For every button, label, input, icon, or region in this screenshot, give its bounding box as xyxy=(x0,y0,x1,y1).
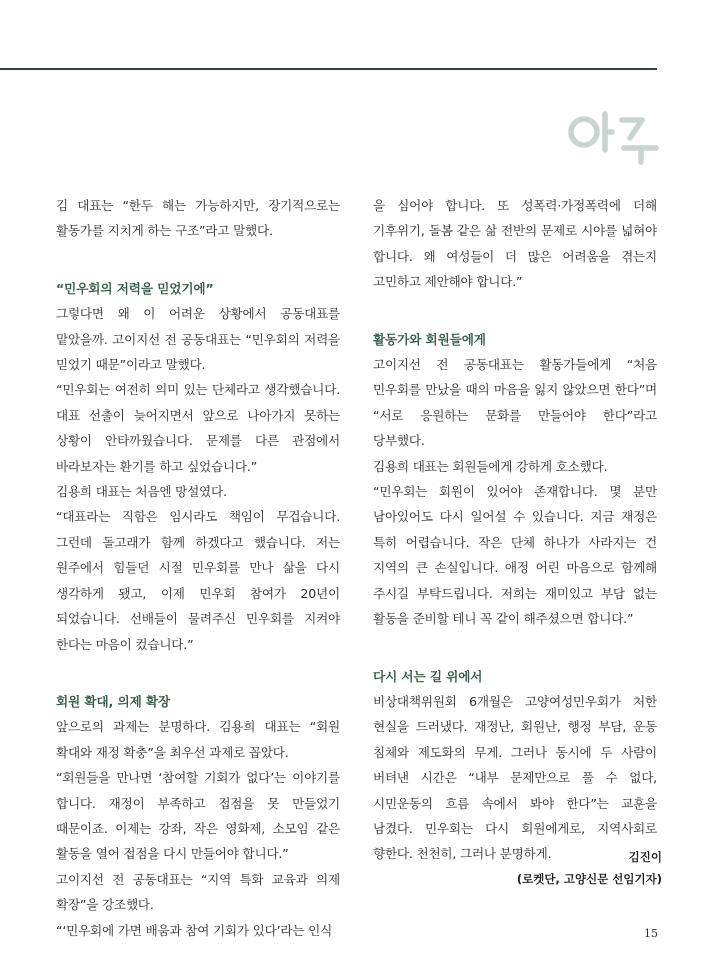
paragraph: 앞으로의 과제는 분명하다. 김용희 대표는 “회원 확대와 재정 확충”을 최우선 과제로 꼽았다. xyxy=(56,719,340,760)
section-heading: 회원 확대, 의제 확장 xyxy=(56,693,171,709)
right-column xyxy=(373,193,657,867)
paragraph: 김용희 대표는 처음엔 망설였다. xyxy=(56,484,227,500)
header-rule xyxy=(0,68,657,70)
paragraph: 고이지선 전 공동대표는 “지역 특화 교육과 의제 확장”을 강조했다. xyxy=(56,871,340,913)
section-logo-icon xyxy=(566,104,662,168)
paragraph: 비상대책위원회 6개월은 고양여성민우회가 처한 현실을 드러냈다. 재정난, 회원난, 행정 부담, 운동 침체와 제도화의 무게. 그러나 동시에 두 사람이 버텨낸 시간은 “내부 문제만으로 풀 수 없다, 시민운동의 흐름 속에서 봐야 한다”는 교훈을 남겼다. 민우회는 다시 회원에게로, 지역사회로 향한다. 천천히, 그러나 분명하게. xyxy=(373,693,657,862)
section-heading: 다시 서는 길 위에서 xyxy=(373,668,483,684)
paragraph: “민우회는 여전히 의미 있는 단체라고 생각했습니다. 대표 선출이 늦어지면서 앞으로 나아가지 못하는 상황이 안타까웠습니다. 문제를 다른 관점에서 바라보자는 환기를 하고 싶었습니다.” xyxy=(56,382,340,474)
paragraph: “민우회는 회원이 있어야 존재합니다. 몇 분만 남아있어도 다시 일어설 수 있습니다. 지금 재정은 특히 어렵습니다. 작은 단체 하나가 사라지는 건 지역의 큰 손실입니다. 애정 어린 마음으로 함께해 주시길 부탁드립니다. 저희는 재미있고 부담 없는 활동을 준비할 테니 꼭 같이 해주셨으면 합니다.” xyxy=(373,484,657,627)
page-number: 15 xyxy=(644,927,658,940)
author-role: (로켓단, 고양신문 선임기자) xyxy=(516,872,662,886)
paragraph: “‘민우회에 가면 배움과 참여 기회가 있다’라는 인식 xyxy=(56,922,333,938)
paragraph: “대표라는 직함은 임시라도 책임이 무겁습니다. 그런데 돌고래가 함께 하겠다고 했습니다. 저는 원주에서 힘들던 시절 민우회를 만나 삶을 다시 생각하게 됐고, 이제 민우회 참여가 20년이 되었습니다. 선배들이 물려주신 민우회를 지켜야 한다는 마음이 컸습니다.” xyxy=(56,509,340,652)
paragraph: “회원들을 만나면 ‘참여할 기회가 없다’는 이야기를 합니다. 재정이 부족하고 접점을 못 만들었기 때문이죠. 이제는 강좌, 작은 영화제, 소모임 같은 활동을 열어 접점을 다시 만들어야 합니다.” xyxy=(56,770,340,862)
byline xyxy=(517,846,662,890)
paragraph: 김 대표는 “한두 해는 가능하지만, 장기적으로는 활동가를 지치게 하는 구조”라고 말했다. xyxy=(56,198,340,239)
paragraph: 을 심어야 합니다. 또 성폭력·가정폭력에 더해 기후위기, 돌봄 같은 삶 전반의 문제로 시야를 넓혀야 합니다. 왜 여성들이 더 많은 어려움을 겪는지 고민하고 제안해야 합니다.” xyxy=(373,198,657,290)
left-column xyxy=(56,193,340,943)
author-name: 김진이 xyxy=(628,850,662,864)
paragraph: 그렇다면 왜 이 어려운 상황에서 공동대표를 맡았을까. 고이지선 전 공동대표는 “민우회의 저력을 믿었기 때문”이라고 말했다. xyxy=(56,306,340,373)
paragraph: 고이지선 전 공동대표는 활동가들에게 “처음 민우회를 만났을 때의 마음을 잃지 않았으면 한다”며 “서로 응원하는 문화를 만들어야 한다”라고 당부했다. xyxy=(373,357,657,449)
paragraph: 김용희 대표는 회원들에게 강하게 호소했다. xyxy=(373,458,608,474)
section-heading: 활동가와 회원들에게 xyxy=(373,331,486,347)
section-heading: “민우회의 저력을 믿었기에” xyxy=(56,280,214,296)
